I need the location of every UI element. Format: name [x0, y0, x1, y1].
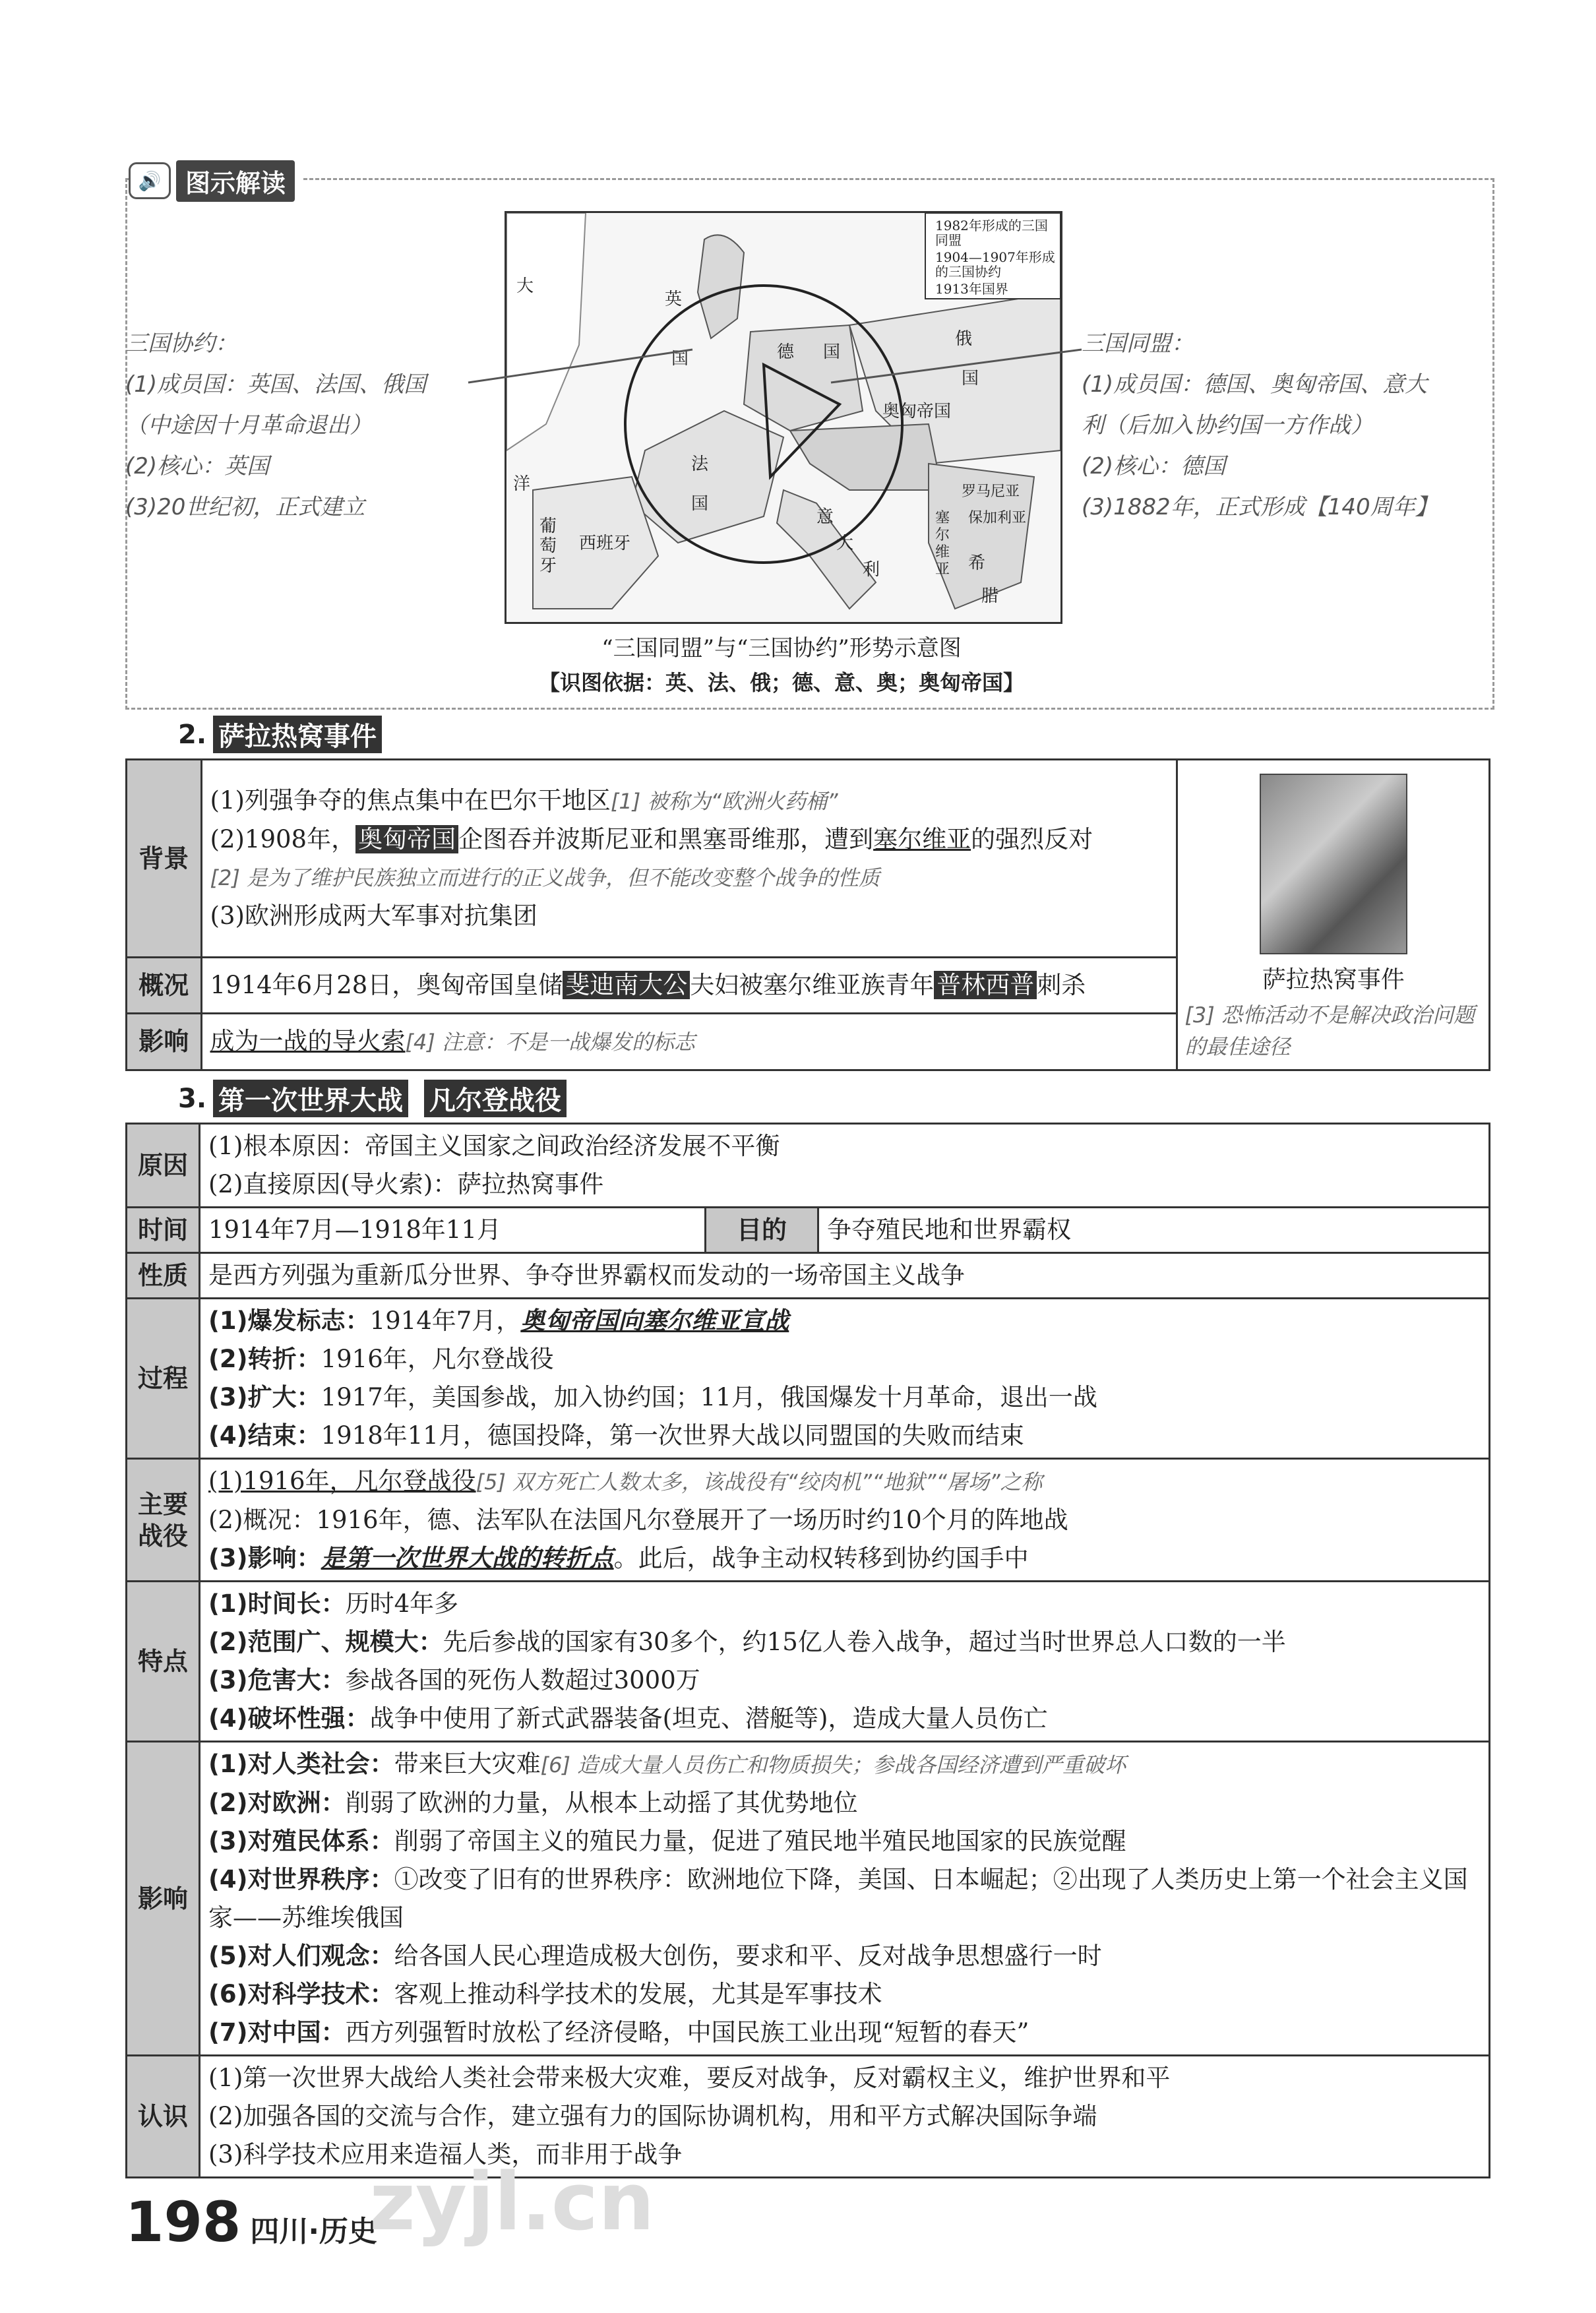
map-label: 洋 [513, 474, 531, 494]
photo-note: [3] 恐怖活动不是解决政治问题的最佳途径 [1184, 1002, 1475, 1059]
battle-line: (1)1916年，凡尔登战役 [208, 1467, 476, 1495]
map-label: 葡萄牙 [539, 516, 557, 576]
alliance-map [505, 211, 1062, 624]
item-key: (5)对人们观念： [208, 1942, 394, 1970]
highlight: 奥匈帝国 [355, 825, 458, 853]
item-value: 参战各国的死伤人数超过3000万 [345, 1666, 700, 1694]
note-line: (1)成员国：英国、法国、俄国 [125, 371, 427, 398]
note: [2] 是为了维护民族独立而进行的正义战争，但不能改变整个战争的性质 [210, 865, 880, 891]
row-label: 认识 [127, 2056, 200, 2178]
map-label: 大 [516, 276, 534, 296]
item-key: (2)范围广、规模大： [208, 1628, 443, 1656]
bg-line: (1)列强争夺的焦点集中在巴尔干地区 [210, 786, 611, 815]
summary-cell [201, 958, 1177, 1014]
row-label: 时间 [127, 1208, 200, 1253]
impact-cell [200, 1742, 1490, 2056]
map-label: 塞尔维亚 [935, 510, 950, 578]
item-value: 1918年11月，德国投降，第一次世界大战以同盟国的失败而结束 [321, 1421, 1024, 1450]
note-line: (1)成员国：德国、奥匈帝国、意大 [1082, 371, 1428, 398]
item-value: 给各国人民心理造成极大创伤，要求和平、反对战争思想盛行一时 [394, 1942, 1102, 1970]
alliance-notes [1082, 323, 1484, 528]
page-number: 198 [125, 2190, 241, 2254]
map-label: 意 [816, 507, 834, 527]
note-line: (2)核心：德国 [1082, 453, 1226, 479]
map-label: 奥匈帝国 [882, 402, 952, 421]
section-number: 2. [178, 719, 207, 750]
map-caption: “三国同盟”与“三国协约”形势示意图 [601, 635, 962, 662]
battle-cell [200, 1459, 1490, 1582]
note: [5] 双方死亡人数太多，该战役有“绞肉机”“地狱”“屠场”之称 [476, 1469, 1043, 1495]
map-label: 腊 [981, 586, 999, 606]
item-value: 先后参战的国家有30多个，约15亿人卷入战争，超过当时世界总人口数的一半 [443, 1628, 1286, 1656]
item-key: (1)对人类社会： [208, 1750, 394, 1778]
row-label: 原因 [127, 1124, 200, 1208]
map-label: 国 [823, 342, 841, 362]
map-label: 罗马尼亚 [962, 483, 1020, 500]
item-key: (3)危害大： [208, 1666, 346, 1694]
item-value: 削弱了帝国主义的殖民力量，促进了殖民地半殖民地国家的民族觉醒 [394, 1827, 1126, 1855]
bg-line: (3)欧洲形成两大军事对抗集团 [210, 902, 537, 931]
section-title: 萨拉热窝事件 [213, 716, 382, 753]
item-key: (2)转折： [208, 1345, 321, 1373]
cause-line: (1)根本原因：帝国主义国家之间政治经济发展不平衡 [208, 1132, 780, 1160]
entente-notes [125, 323, 495, 528]
effect-cell [201, 1013, 1177, 1070]
connector-lines [422, 343, 1134, 396]
sum-text: 1914年6月28日，奥匈帝国皇储 [210, 970, 563, 999]
row-label: 主要战役 [127, 1459, 200, 1582]
page-footer [125, 2190, 377, 2254]
bg-text: 的强烈反对 [971, 825, 1093, 854]
note: [1] 被称为“欧洲火药桶” [610, 789, 838, 815]
map-label: 西班牙 [579, 534, 631, 553]
note-line: (2)核心：英国 [125, 453, 270, 479]
know-line: (3)科学技术应用来造福人类，而非用于战争 [208, 2140, 683, 2169]
map-label: 大 [836, 534, 854, 553]
watermark: zyjl.cn [369, 2157, 655, 2248]
map-label: 俄 [955, 329, 973, 349]
map-basis: 【识图依据：英、法、俄；德、意、奥；奥匈帝国】 [538, 670, 1024, 695]
speaker-icon: 🔊 [129, 162, 171, 199]
goal-cell: 争夺殖民地和世界霸权 [818, 1208, 1490, 1253]
map-label: 国 [671, 349, 689, 369]
map-label: 国 [962, 369, 979, 388]
note-line: (3)20世纪初，正式建立 [125, 494, 365, 520]
handwritten: 奥匈帝国向塞尔维亚宣战 [520, 1307, 789, 1335]
photo-cell [1177, 760, 1490, 1070]
item-key: (6)对科学技术： [208, 1980, 394, 2008]
map-label: 法 [691, 454, 709, 474]
map-label: 保加利亚 [968, 510, 1027, 526]
note-line: 三国同盟： [1082, 330, 1194, 357]
item-key: (1)时间长： [208, 1589, 346, 1618]
note: [6] 造成大量人员伤亡和物质损失；参战各国经济遭到严重破坏 [540, 1752, 1126, 1777]
effect-text: 成为一战的导火索 [210, 1026, 406, 1055]
process-cell [200, 1299, 1490, 1459]
item-key: (2)对欧洲： [208, 1789, 346, 1817]
item-value: 历时4年多 [345, 1589, 459, 1618]
item-value: 。此后，战争主动权转移到协约国手中 [613, 1544, 1029, 1572]
ww1-table [125, 1123, 1490, 2178]
photo-caption: 萨拉热窝事件 [1262, 966, 1405, 993]
highlight: 塞尔维亚 [873, 825, 971, 854]
note: [4] 注意：不是一战爆发的标志 [405, 1029, 696, 1055]
section3-heading [178, 1080, 567, 1117]
section-title: 第一次世界大战 [213, 1080, 408, 1117]
row-label: 特点 [127, 1582, 200, 1742]
cause-line: (2)直接原因(导火索)：萨拉热窝事件 [208, 1170, 604, 1198]
item-value: 削弱了欧洲的力量，从根本上动摇了其优势地位 [345, 1789, 858, 1817]
row-label: 背景 [127, 760, 202, 958]
sarajevo-photo [1260, 774, 1407, 954]
time-cell: 1914年7月—1918年11月 [200, 1208, 706, 1253]
sum-text: 刺杀 [1037, 970, 1086, 999]
background-cell [201, 760, 1177, 958]
item-key: (4)对世界秩序： [208, 1865, 394, 1894]
legend-item-entente: 1904—1907年形成的三国协约 [935, 249, 1055, 280]
item-value: 1916年，凡尔登战役 [321, 1345, 554, 1373]
map-label: 国 [691, 494, 709, 514]
item-key: (7)对中国： [208, 2018, 346, 2047]
highlight: 斐迪南大公 [563, 971, 690, 999]
note-line: （中途因十月革命退出） [125, 412, 372, 439]
item-value: 客观上推动科学技术的发展，尤其是军事技术 [394, 1980, 882, 2008]
item-value: 西方列强暂时放松了经济侵略，中国民族工业出现“短暂的春天” [345, 2018, 1029, 2047]
item-key: (3)影响： [208, 1544, 321, 1572]
handwritten: 是第一次世界大战的转折点 [321, 1544, 614, 1572]
map-label: 希 [968, 553, 986, 573]
row-label: 过程 [127, 1299, 200, 1459]
item-value: 带来巨大灾难 [394, 1750, 541, 1778]
highlight: 普林西普 [934, 971, 1037, 999]
row-label: 概况 [127, 958, 202, 1014]
item-value: ①改变了旧有的世界秩序：欧洲地位下降，美国、日本崛起；②出现了人类历史上第一个社会主义国家——苏维埃俄国 [208, 1865, 1468, 1932]
sarajevo-table [125, 758, 1490, 1071]
subject-label: 四川·历史 [250, 2215, 378, 2248]
cause-cell [200, 1124, 1490, 1208]
row-label: 目的 [706, 1208, 818, 1253]
row-label: 性质 [127, 1253, 200, 1299]
legend-item-border: 1913年国界 [935, 281, 1008, 297]
note-line: 利（后加入协约国一方作战） [1082, 412, 1373, 439]
item-key: (4)破坏性强： [208, 1704, 370, 1733]
figure-tag-label: 图示解读 [176, 160, 295, 202]
know-line: (2)加强各国的交流与合作，建立强有力的国际协调机构，用和平方式解决国际争端 [208, 2102, 1097, 2130]
item-value: 1917年，美国参战，加入协约国；11月，俄国爆发十月革命，退出一战 [321, 1383, 1097, 1411]
nature-cell: 是西方列强为重新瓜分世界、争夺世界霸权而发动的一场帝国主义战争 [200, 1253, 1490, 1299]
row-label: 影响 [127, 1742, 200, 2056]
know-line: (1)第一次世界大战给人类社会带来极大灾难，要反对战争，反对霸权主义，维护世界和平 [208, 2064, 1171, 2092]
map-label: 英 [665, 290, 683, 309]
item-value: 1914年7月， [369, 1307, 521, 1335]
item-value: 战争中使用了新式武器装备(坦克、潜艇等)，造成大量人员伤亡 [369, 1704, 1048, 1733]
section-number: 3. [178, 1083, 207, 1114]
item-key: (3)扩大： [208, 1383, 321, 1411]
section2-heading [178, 716, 382, 753]
bg-text: (2)1908年， [210, 825, 356, 854]
map-label: 德 [777, 342, 795, 362]
row-label: 影响 [127, 1013, 202, 1070]
note-line: 三国协约： [125, 330, 237, 357]
battle-line: (2)概况：1916年，德、法军队在法国凡尔登展开了一场历时约10个月的阵地战 [208, 1506, 1068, 1534]
note-line: (3)1882年，正式形成【140周年】 [1082, 494, 1438, 520]
item-key: (3)对殖民体系： [208, 1827, 394, 1855]
figure-tag [129, 162, 301, 200]
legend-item-alliance: 1982年形成的三国同盟 [935, 218, 1048, 248]
bg-text: 企图吞并波斯尼亚和黑塞哥维那，遭到 [458, 825, 874, 854]
sum-text: 夫妇被塞尔维亚族青年 [690, 970, 935, 999]
features-cell [200, 1582, 1490, 1742]
map-label: 利 [863, 560, 880, 580]
section-title: 凡尔登战役 [424, 1080, 567, 1117]
item-key: (4)结束： [208, 1421, 321, 1450]
item-key: (1)爆发标志： [208, 1307, 370, 1335]
